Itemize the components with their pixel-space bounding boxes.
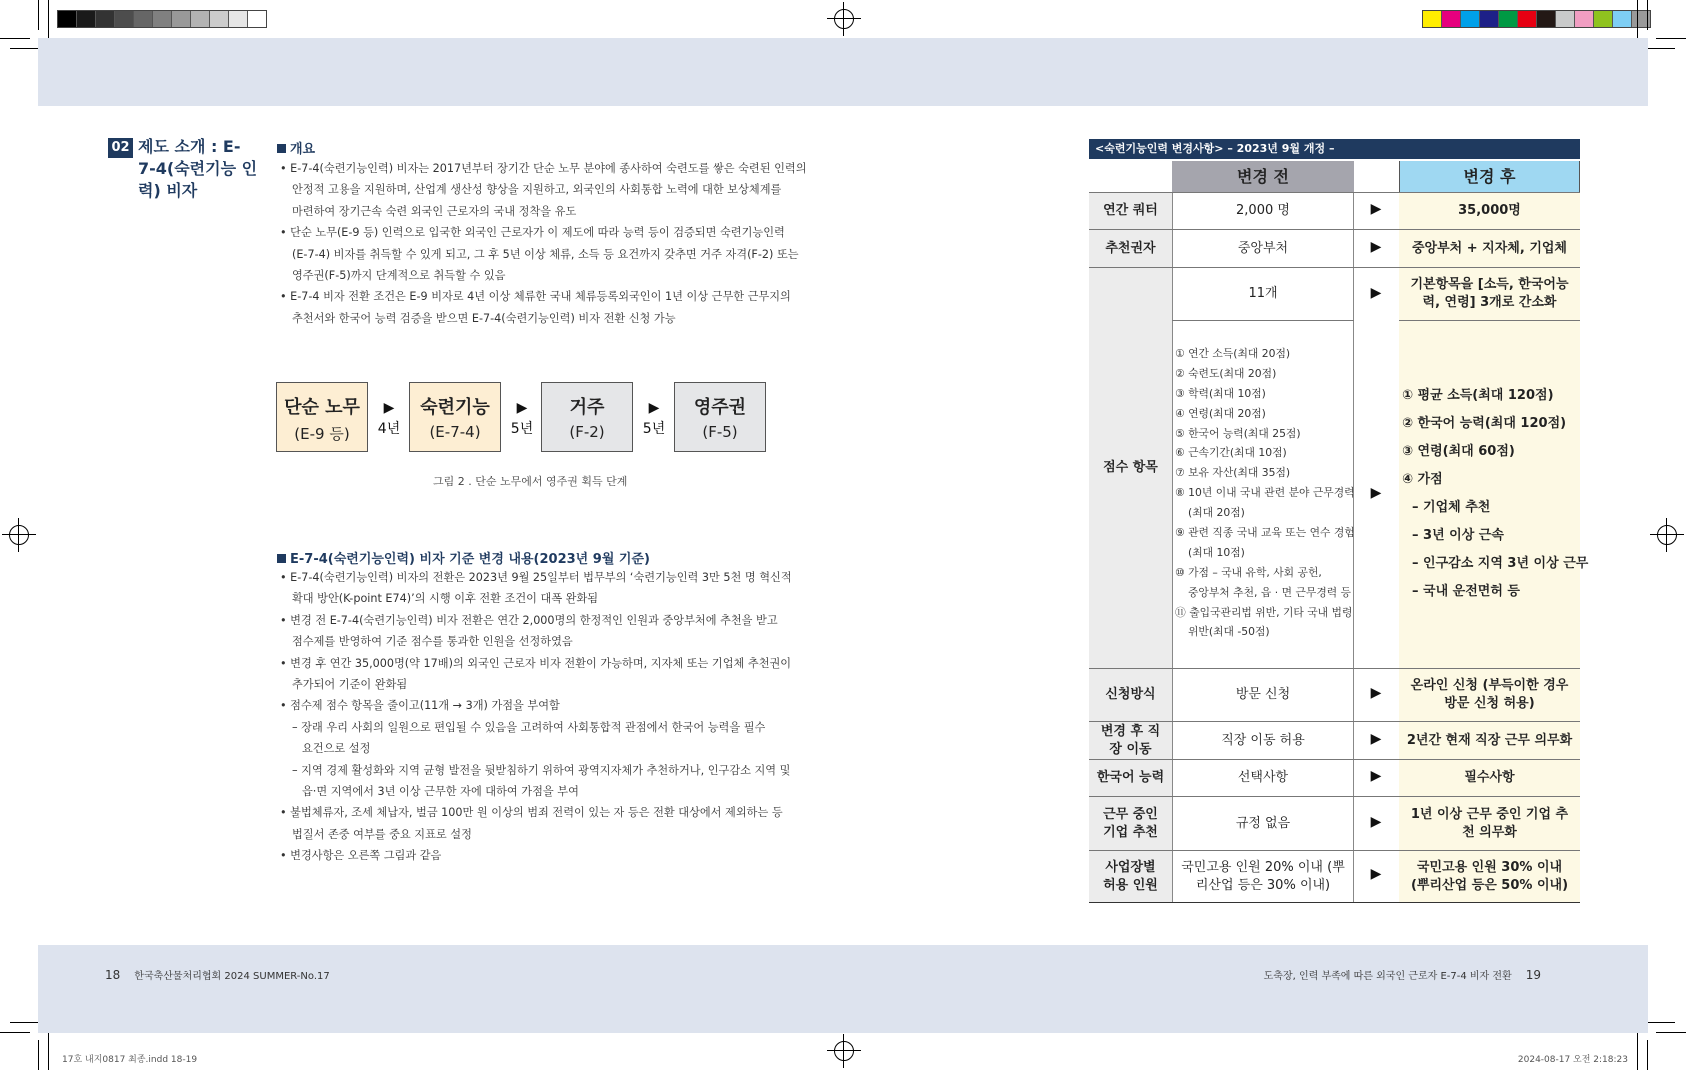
row-label: 연간 쿼터 xyxy=(1103,203,1158,218)
flow-step-simple-labor xyxy=(276,382,368,452)
color-swatch xyxy=(153,11,172,27)
row-label: 추천권자 xyxy=(1105,240,1156,256)
overview-line: • E-7-4(숙련기능인력) 비자는 2017년부터 장기간 단순 노무 분야에 종사하여 숙련도를 쌓은 숙련된 인력의 xyxy=(280,162,807,175)
color-swatch xyxy=(1499,11,1518,27)
color-swatch xyxy=(96,11,115,27)
registration-target xyxy=(827,2,861,36)
changes-line: 확대 방안(K-point E74)’의 시행 이후 전환 조건이 대폭 완화됨 xyxy=(292,592,599,606)
registration-target xyxy=(2,518,36,552)
changes-line: • E-7-4(숙련기능인력) 비자의 전환은 2023년 9월 25일부터 법무부의 ‘숙련기능인력 3만 5천 명 혁신적 xyxy=(280,571,792,584)
color-swatch xyxy=(229,11,248,27)
flow-step-code: (E-9 등) xyxy=(294,425,350,443)
footer-left-text: 한국축산물처리협회 2024 SUMMER-No.17 xyxy=(134,971,330,982)
header-before: 변경 전 xyxy=(1172,161,1354,192)
changes-line: – 장래 우리 사회의 일원으로 편입될 수 있음을 고려하여 사회통합적 관점에서 한국어 능력을 필수 xyxy=(292,720,766,734)
color-swatch-strip xyxy=(1422,10,1651,28)
crop-mark xyxy=(0,1032,30,1033)
overview-heading-text: 개요 xyxy=(290,142,316,157)
score-item: – 3년 이상 근속 xyxy=(1412,528,1504,543)
flow-step-name: 단순 노무 xyxy=(284,397,360,418)
before-value: 2,000 명 xyxy=(1236,203,1290,218)
flow-step-name: 거주 xyxy=(569,397,605,418)
before-value: 방문 신청 xyxy=(1235,687,1291,702)
color-swatch xyxy=(1556,11,1575,27)
row-divider xyxy=(1399,320,1580,321)
page-number-left: 18 xyxy=(105,968,121,982)
crop-mark xyxy=(48,0,49,38)
score-item: ④ 연령(최대 20점) xyxy=(1175,406,1266,420)
slug-right: 2024-08-17 오전 2:18:23 xyxy=(1517,1055,1628,1065)
after-value: 2년간 현재 직장 근무 의무화 xyxy=(1406,732,1573,748)
score-item: (최대 20점) xyxy=(1188,506,1245,520)
square-bullet-icon xyxy=(277,554,286,563)
color-swatch xyxy=(1423,11,1442,27)
crop-mark xyxy=(1656,1032,1686,1033)
changes-line: – 지역 경제 활성화와 지역 균형 발전을 뒷받침하기 위하여 광역지자체가 추천하거나, 인구감소 지역 및 xyxy=(292,763,791,777)
footer-band xyxy=(38,945,1648,1033)
flow-step-code: (F-5) xyxy=(702,423,738,441)
changes-heading-text: E-7-4(숙련기능인력) 비자 기준 변경 내용(2023년 9월 기준) xyxy=(290,552,650,567)
crop-mark xyxy=(1647,0,1648,30)
overview-line: • 단순 노무(E-9 등) 인력으로 입국한 외국인 근로자가 이 제도에 따라 능력 등이 검증되면 숙련기능인력 xyxy=(280,226,785,240)
color-swatch xyxy=(115,11,134,27)
header-band xyxy=(38,38,1648,106)
color-swatch xyxy=(1594,11,1613,27)
changes-line: 요건으로 설정 xyxy=(302,742,371,756)
slug-left: 17호 내지0817 최종.indd 18-19 xyxy=(62,1055,198,1065)
score-item: ⑪ 출입국관리법 위반, 기타 국내 법령 xyxy=(1175,605,1353,619)
row-divider xyxy=(1172,320,1354,321)
flow-step-code: (E-7-4) xyxy=(429,423,481,441)
changes-line: 점수제를 반영하여 기준 점수를 통과한 인원을 선정하였음 xyxy=(292,635,573,649)
row-label: 사업장별 허용 인원 xyxy=(1103,859,1158,893)
changes-line: 추가되어 기준이 완화됨 xyxy=(292,677,408,691)
play-arrow-icon: ▶ xyxy=(1370,866,1382,882)
after-value: 35,000명 xyxy=(1458,203,1521,218)
flow-step-skilled xyxy=(409,382,501,452)
score-item: ⑧ 10년 이내 국내 관련 분야 근무경력 xyxy=(1175,486,1355,500)
flow-step-name: 영주권 xyxy=(693,397,747,418)
before-value: 중앙부처 xyxy=(1237,240,1289,256)
score-item: – 국내 운전면허 등 xyxy=(1412,584,1520,599)
play-arrow-icon: ▶ xyxy=(1370,201,1382,217)
footer-right-text: 도축장, 인력 부족에 따른 외국인 근로자 E-7-4 비자 전환 xyxy=(1263,971,1512,982)
play-arrow-icon: ▶ xyxy=(1370,485,1382,501)
color-swatch xyxy=(210,11,229,27)
color-swatch xyxy=(172,11,191,27)
score-item: – 기업체 추천 xyxy=(1412,500,1491,515)
changes-heading xyxy=(277,548,650,567)
changes-line: 법질서 존중 여부를 중요 지표로 설정 xyxy=(292,827,472,841)
before-value: 국민고용 인원 20% 이내 (뿌리산업 등은 30% 이내) xyxy=(1181,859,1345,893)
section-badge: 02 xyxy=(108,138,133,158)
before-value: 선택사항 xyxy=(1237,770,1289,785)
score-item: ⑨ 관련 직종 국내 교육 또는 연수 경험 xyxy=(1175,526,1355,540)
score-item: ⑦ 보유 자산(최대 35점) xyxy=(1175,466,1291,480)
changes-line: • 점수제 점수 항목을 줄이고(11개 → 3개) 가점을 부여함 xyxy=(280,699,560,713)
play-arrow-icon: ▶ xyxy=(1370,685,1382,701)
color-swatch xyxy=(1480,11,1499,27)
score-item: (최대 10점) xyxy=(1188,545,1245,559)
play-arrow-icon: ▶ xyxy=(1370,285,1382,301)
crop-mark xyxy=(1647,1040,1648,1070)
registration-target xyxy=(1650,518,1684,552)
play-arrow-icon: ▶ xyxy=(383,400,395,416)
changes-line: • 변경 전 E-7-4(숙련기능인력) 비자 전환은 연간 2,000명의 한정적인 인원과 중앙부처에 추천을 받고 xyxy=(280,613,778,627)
section-title: 제도 소개 : E-7-4(숙련기능 인력) 비자 xyxy=(138,137,258,200)
before-value: 11개 xyxy=(1248,286,1278,301)
changes-line: • 변경사항은 오른쪽 그림과 같음 xyxy=(280,849,442,863)
flow-arrow xyxy=(510,400,534,438)
before-value: 규정 없음 xyxy=(1235,815,1291,831)
score-item: ⑤ 한국어 능력(최대 25점) xyxy=(1175,426,1301,440)
color-swatch xyxy=(77,11,96,27)
changes-line: 읍·면 지역에서 3년 이상 근무한 자에 대하여 가점을 부여 xyxy=(302,784,579,798)
crop-mark xyxy=(38,1040,39,1070)
color-swatch xyxy=(1537,11,1556,27)
after-value: 국민고용 인원 30% 이내 (뿌리산업 등은 50% 이내) xyxy=(1410,859,1569,893)
after-value: 기본항목을 [소득, 한국어능력, 연령] 3개로 간소화 xyxy=(1410,277,1569,310)
color-swatch xyxy=(248,11,266,27)
score-item: ④ 가점 xyxy=(1402,472,1443,487)
after-value: 온라인 신청 (부득이한 경우 방문 신청 허용) xyxy=(1410,678,1569,711)
score-item: 위반(최대 -50점) xyxy=(1188,625,1270,639)
score-item: ② 숙련도(최대 20점) xyxy=(1175,366,1277,380)
score-item: 중앙부처 추천, 읍 · 면 근무경력 등 xyxy=(1188,585,1352,599)
flow-arrow-years: 5년 xyxy=(642,421,666,437)
row-label: 신청방식 xyxy=(1105,687,1156,702)
overview-line: (E-7-4) 비자를 취득할 수 있게 되고, 그 후 5년 이상 체류, 소득 등 요건까지 갖추면 거주 자격(F-2) 또는 xyxy=(292,247,799,261)
overview-body xyxy=(280,158,807,329)
row-label: 점수 항목 xyxy=(1103,460,1158,475)
page-number-right: 19 xyxy=(1525,968,1541,982)
color-swatch xyxy=(1518,11,1537,27)
play-arrow-icon: ▶ xyxy=(648,400,660,416)
changes-body xyxy=(280,567,792,866)
overview-line: 안정적 고용을 지원하며, 산업계 생산성 향상을 지원하고, 외국인의 사회통합 노력에 대한 보상체계를 xyxy=(292,183,782,197)
color-swatch xyxy=(1613,11,1632,27)
flow-step-code: (F-2) xyxy=(569,423,605,441)
flow-step-residence xyxy=(541,382,633,452)
changes-line: • 변경 후 연간 35,000명(약 17배)의 외국인 근로자 비자 전환이 가능하며, 지자체 또는 기업체 추천권이 xyxy=(280,656,792,670)
footer-left xyxy=(105,967,330,982)
play-arrow-icon: ▶ xyxy=(1370,768,1382,784)
color-swatch xyxy=(58,11,77,27)
score-items-after xyxy=(1402,382,1589,606)
registration-target xyxy=(827,1034,861,1068)
play-arrow-icon: ▶ xyxy=(516,400,528,416)
score-item: ① 평균 소득(최대 120점) xyxy=(1402,388,1554,403)
color-swatch xyxy=(134,11,153,27)
footer-right xyxy=(1264,967,1541,982)
score-item: ③ 연령(최대 60점) xyxy=(1402,444,1515,459)
figure-caption: 그림 2 . 단순 노무에서 영주권 획득 단계 xyxy=(433,475,628,488)
overview-heading xyxy=(277,138,315,157)
crop-mark xyxy=(0,38,30,39)
color-swatch xyxy=(1461,11,1480,27)
square-bullet-icon xyxy=(277,144,286,153)
crop-mark xyxy=(1656,38,1686,39)
crop-mark xyxy=(1637,0,1638,38)
gray-swatch-strip xyxy=(57,10,267,28)
play-arrow-icon: ▶ xyxy=(1370,814,1382,830)
flow-step-name: 숙련기능 xyxy=(420,397,490,418)
score-items-before xyxy=(1173,344,1353,642)
color-swatch xyxy=(191,11,210,27)
row-divider xyxy=(1089,902,1580,903)
overview-line: 추천서와 한국어 능력 검증을 받으면 E-7-4(숙련기능인력) 비자 전환 신청 가능 xyxy=(292,311,676,325)
flow-arrow-years: 5년 xyxy=(510,421,534,437)
score-item: ③ 학력(최대 10점) xyxy=(1175,386,1266,400)
overview-line: • E-7-4 비자 전환 조건은 E-9 비자로 4년 이상 체류한 국내 체류등록외국인이 1년 이상 근무한 근무지의 xyxy=(280,290,791,304)
overview-line: 마련하여 장기근속 숙련 외국인 근로자의 국내 정착을 유도 xyxy=(292,204,577,218)
after-value: 중앙부처 + 지자체, 기업체 xyxy=(1412,240,1567,256)
header-after: 변경 후 xyxy=(1399,161,1580,192)
color-swatch xyxy=(1442,11,1461,27)
color-swatch xyxy=(1575,11,1594,27)
flow-arrow xyxy=(642,400,666,438)
row-label: 근무 중인 기업 추천 xyxy=(1103,806,1158,840)
before-value: 직장 이동 허용 xyxy=(1221,732,1305,748)
crop-mark xyxy=(38,0,39,30)
flow-step-permanent xyxy=(674,382,766,452)
changes-line: • 불법체류자, 조세 체납자, 벌금 100만 원 이상의 범죄 전력이 있는 자 등은 전환 대상에서 제외하는 등 xyxy=(280,806,783,820)
after-value: 필수사항 xyxy=(1464,770,1515,785)
overview-line: 영주권(F-5)까지 단계적으로 취득할 수 있음 xyxy=(292,268,506,282)
flow-arrow xyxy=(377,400,401,438)
score-item: – 인구감소 지역 3년 이상 근무 xyxy=(1412,556,1589,571)
table-title: <숙련기능인력 변경사항> – 2023년 9월 개정 – xyxy=(1089,139,1580,159)
row-label: 한국어 능력 xyxy=(1096,770,1165,785)
flow-arrow-years: 4년 xyxy=(377,421,401,437)
score-item: ⑩ 가점 – 국내 유학, 사회 공헌, xyxy=(1175,565,1322,579)
play-arrow-icon: ▶ xyxy=(1370,239,1382,255)
score-item: ⑥ 근속기간(최대 10점) xyxy=(1175,446,1287,460)
after-value: 1년 이상 근무 중인 기업 추천 의무화 xyxy=(1410,806,1569,840)
score-item: ① 연간 소득(최대 20점) xyxy=(1175,347,1291,360)
score-item: ② 한국어 능력(최대 120점) xyxy=(1402,416,1567,431)
row-label: 변경 후 직장 이동 xyxy=(1100,723,1161,757)
play-arrow-icon: ▶ xyxy=(1370,731,1382,747)
